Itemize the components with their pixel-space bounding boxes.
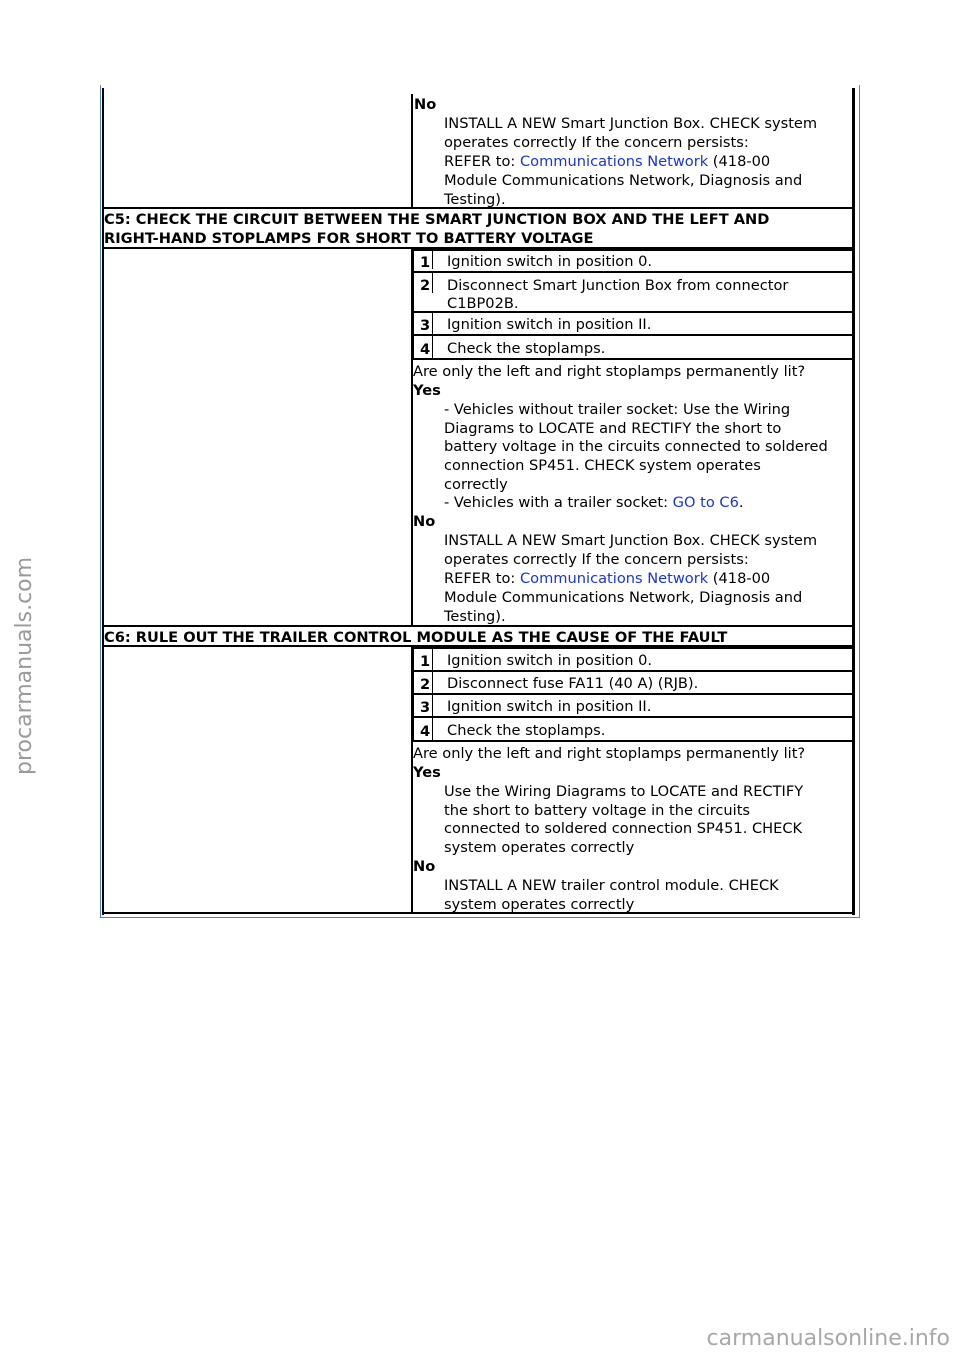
refer-text-line: Testing). — [444, 608, 506, 625]
c6-step-2 — [412, 670, 854, 695]
no-text-line: INSTALL A NEW Smart Junction Box. CHECK system — [444, 532, 818, 549]
no-label: No — [414, 96, 437, 113]
c6-question: Are only the left and right stoplamps permanently lit? — [413, 745, 806, 762]
yes-text-line: - Vehicles without trailer socket: Use the Wiring — [444, 401, 791, 418]
step-number: 1 — [420, 653, 431, 670]
step-text: Disconnect fuse FA11 (40 A) (RJB). — [447, 675, 699, 692]
yes-trailer-prefix: - Vehicles with a trailer socket: — [444, 494, 673, 511]
c5-heading-cont: RIGHT-HAND STOPLAMPS FOR SHORT TO BATTERY VOLTAGE — [104, 230, 594, 247]
table-right-border — [852, 88, 855, 915]
c5-heading: C5: CHECK THE CIRCUIT BETWEEN THE SMART JUNCTION BOX AND THE LEFT AND — [104, 211, 770, 228]
yes-trailer-line — [444, 493, 744, 512]
refer-text-line: Module Communications Network, Diagnosis and — [444, 172, 803, 189]
refer-line — [444, 569, 770, 588]
no-text-line: operates correctly If the concern persists: — [444, 134, 749, 151]
c5-step-2 — [412, 271, 854, 313]
step-number: 2 — [420, 277, 431, 294]
no-text-line: INSTALL A NEW trailer control module. CHECK — [444, 877, 779, 894]
no-label: No — [413, 858, 436, 875]
yes-text-line: Diagrams to LOCATE and RECTIFY the short to — [444, 420, 782, 437]
step-number: 3 — [420, 317, 431, 334]
c6-step-4 — [412, 716, 854, 742]
c5-step-3 — [412, 311, 854, 336]
no-text-line: system operates correctly — [444, 896, 635, 913]
step-text: Ignition switch in position 0. — [447, 652, 653, 669]
step-text: Disconnect Smart Junction Box from connector — [447, 277, 789, 294]
step-text: Ignition switch in position II. — [447, 316, 652, 333]
side-watermark: procarmanuals.com — [12, 556, 37, 775]
step-text: Check the stoplamps. — [447, 722, 606, 739]
yes-text-line: connection SP451. CHECK system operates — [444, 457, 761, 474]
step-number: 2 — [420, 676, 431, 693]
yes-trailer-suffix: . — [738, 494, 744, 511]
yes-text-line: system operates correctly — [444, 839, 635, 856]
c5-step-4 — [412, 334, 854, 360]
step-number: 4 — [420, 341, 431, 358]
yes-text-line: the short to battery voltage in the circuits — [444, 802, 751, 819]
no-label: No — [413, 513, 436, 530]
refer-prefix: REFER to: — [444, 570, 520, 587]
refer-text-line: Module Communications Network, Diagnosis and — [444, 589, 803, 606]
c6-heading: C6: RULE OUT THE TRAILER CONTROL MODULE AS THE CAUSE OF THE FAULT — [104, 629, 728, 646]
c6-step-3 — [412, 693, 854, 718]
c5-question: Are only the left and right stoplamps permanently lit? — [413, 363, 806, 380]
step-text: Ignition switch in position 0. — [447, 253, 653, 270]
step-number: 4 — [420, 723, 431, 740]
communications-network-link[interactable]: Communications Network — [519, 153, 709, 170]
step-text: Check the stoplamps. — [447, 340, 606, 357]
refer-suffix: (418-00 — [708, 153, 771, 170]
yes-text-line: battery voltage in the circuits connected to soldered — [444, 438, 828, 455]
refer-text-line: Testing). — [444, 191, 506, 208]
step-number: 3 — [420, 699, 431, 716]
c6-step-1 — [412, 647, 854, 672]
yes-label: Yes — [413, 382, 441, 399]
yes-text-line: Use the Wiring Diagrams to LOCATE and RECTIFY — [444, 783, 804, 800]
bottom-watermark: carmanualsonline.info — [706, 1326, 950, 1351]
go-to-c6-link[interactable]: GO to C6 — [672, 494, 739, 511]
step-text: Ignition switch in position II. — [447, 698, 652, 715]
yes-label: Yes — [413, 764, 441, 781]
refer-line — [444, 152, 770, 171]
refer-prefix: REFER to: — [444, 153, 520, 170]
step-text-cont: C1BP02B. — [447, 295, 519, 312]
c5-step-1 — [412, 249, 854, 273]
no-text-line: INSTALL A NEW Smart Junction Box. CHECK system — [444, 115, 818, 132]
no-text-line: operates correctly If the concern persists: — [444, 551, 749, 568]
yes-text-line: connected to soldered connection SP451. CHECK — [444, 820, 803, 837]
refer-suffix: (418-00 — [708, 570, 771, 587]
column-divider-1 — [411, 94, 413, 208]
yes-text-line: correctly — [444, 476, 508, 493]
communications-network-link[interactable]: Communications Network — [519, 570, 709, 587]
step-number: 1 — [420, 254, 431, 271]
